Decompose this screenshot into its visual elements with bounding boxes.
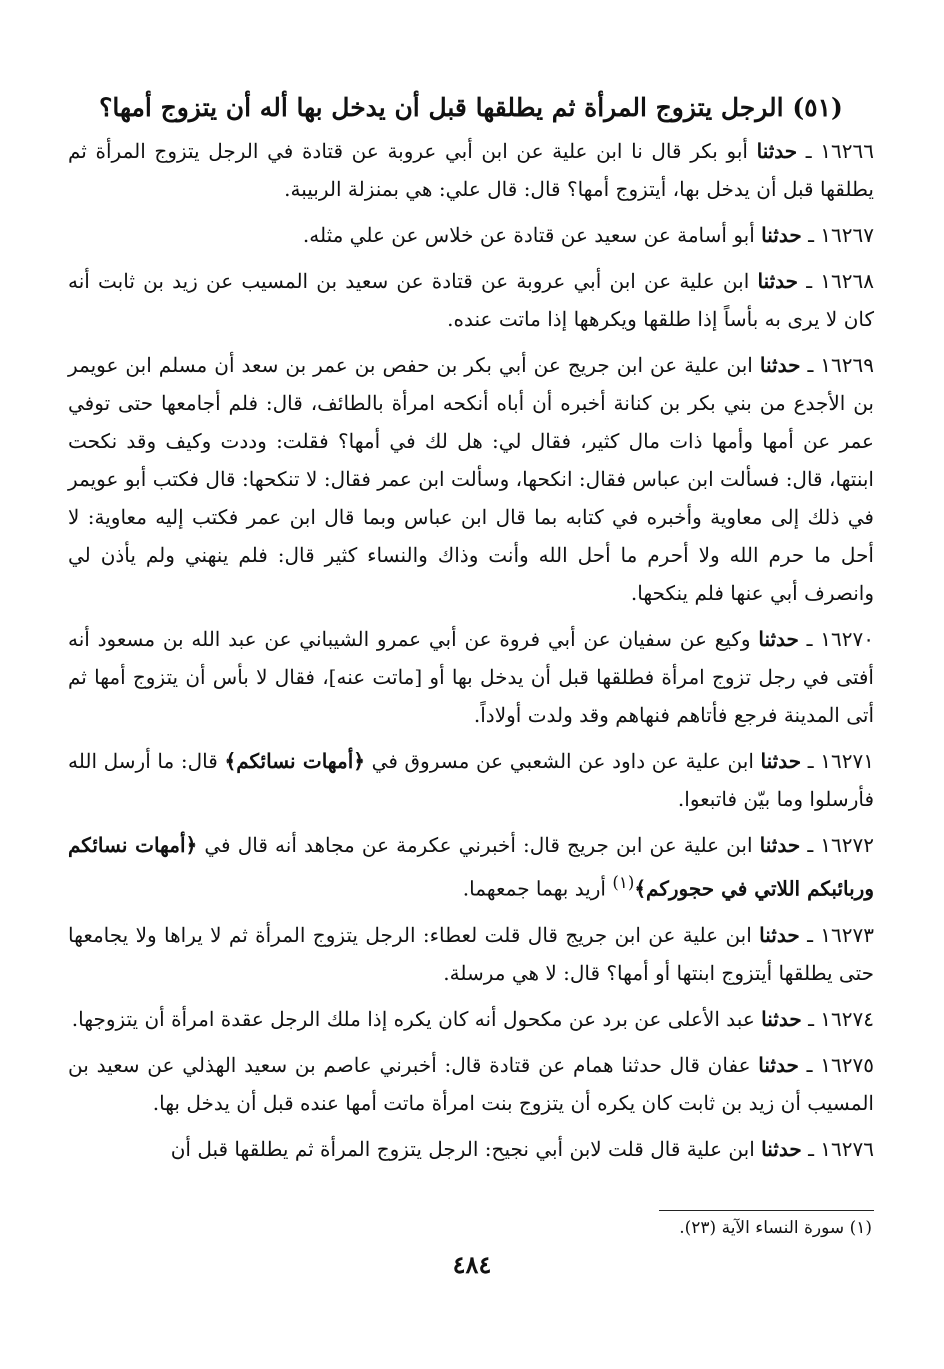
hadith-number: ١٦٢٧٦ ـ [808, 1136, 874, 1161]
hadith-16270 [68, 620, 874, 734]
hadith-16273 [68, 916, 874, 992]
hadith-16272 [68, 826, 874, 908]
hadith-text: ابن علية عن ابن جريج عن أبي بكر بن حفص بن عمر بن سعد أن مسلم ابن عويمر بن الأجدع من بني بكر بن كنانة أخبره أن أباه أنكحه امرأة بالطائف، قال: فلم أجامعها حتى توفي عمر عن أمها وأمها ذات مال كثير، فقال لي: هل لك في أمها؟ فقلت: وددت وكيف وقد نكحت ابنتها، قال: فسألت ابن عباس فقال: انكحها، وسألت ابن عمر فقال: لا تنكحها: قال فكتب أبو عويمر في ذلك إلى معاوية وأخبره في كتابه بما قال ابن عباس وبما قال ابن عمر فكتب إليه معاوية: لا أحل ما حرم الله ولا أحرم ما أحل الله وأنت وذاك والنساء كثير قال: فلم ينهني ولم يأذن لي وانصرف أبي عنها فلم ينكحها. [68, 353, 874, 605]
hadith-16269 [68, 346, 874, 612]
footnote-divider [659, 1210, 874, 1211]
hadith-text: وكيع عن سفيان عن أبي فروة عن أبي عمرو الشيباني عن عبد الله بن مسعود أنه أفتى في رجل تزوج امرأة فطلقها قبل أن يدخل بها أو [ماتت عنه]، فقال لا بأس أن يتزوج أمها ثم أتى المدينة فرجع فأتاهم فنهاهم وقد ولدت أولاداً. [68, 627, 874, 727]
hadith-16268 [68, 262, 874, 338]
hadith-text: ابن علية عن ابن أبي عروبة عن قتادة عن سعيد بن المسيب عن زيد بن ثابت أنه كان لا يرى به بأساً إذا طلقها ويكرهها إذا ماتت عنده. [68, 269, 874, 331]
hadith-16275 [68, 1046, 874, 1122]
hadith-number: ١٦٢٦٨ ـ [806, 269, 875, 293]
footnote-reference: (١) [612, 873, 635, 892]
hadith-lead: حدثنا [760, 749, 802, 773]
hadith-number: ١٦٢٦٩ ـ [807, 353, 875, 377]
quran-quote: ﴿أمهات نسائكم﴾ [224, 749, 365, 773]
hadith-number: ١٦٢٧٥ ـ [806, 1052, 874, 1077]
hadith-number: ١٦٢٦٧ ـ [808, 223, 874, 247]
hadith-16271 [68, 742, 874, 818]
hadith-number: ١٦٢٦٦ ـ [805, 139, 875, 163]
hadith-number: ١٦٢٧٠ ـ [806, 627, 875, 651]
hadith-lead: حدثنا [761, 1136, 802, 1161]
hadith-text-after: أريد بهما جمعهما. [462, 876, 606, 901]
hadith-number: ١٦٢٧٢ ـ [807, 833, 874, 857]
hadith-text: أبو بكر قال نا ابن علية عن ابن أبي عروبة عن قتادة في الرجل يتزوج المرأة ثم يطلقها قبل أن يدخل بها، أيتزوج أمها؟ قال: قال علي: هي بمنزلة الربيبة. [68, 139, 874, 201]
hadith-lead: حدثنا [759, 922, 800, 947]
quran-quote: ﴿أمهات نسائكم وربائبكم اللاتي في حجوركم﴾ [68, 833, 874, 901]
hadith-number: ١٦٢٧٣ ـ [807, 922, 875, 947]
hadith-number: ١٦٢٧١ ـ [807, 749, 874, 773]
hadith-text: أبو أسامة عن سعيد عن قتادة عن خلاس عن علي مثله. [302, 223, 755, 247]
hadith-number: ١٦٢٧٤ ـ [808, 1006, 874, 1031]
hadith-text-after: قال: ما أرسل الله فأرسلوا وما بيّن فاتبعوا. [68, 749, 874, 811]
hadith-lead: حدثنا [761, 223, 802, 247]
hadith-16267 [68, 216, 874, 254]
hadith-16274 [68, 1000, 874, 1038]
hadith-16276 [68, 1130, 874, 1168]
hadith-text: ابن علية عن ابن جريج قال قلت لعطاء: الرجل يتزوج المرأة ثم لا يراها ولا يجامعها حتى يطلقها أيتزوج ابنتها أو أمها؟ قال: لا هي مرسلة. [68, 922, 874, 985]
hadith-16266 [68, 132, 874, 208]
chapter-title: (٥١) الرجل يتزوج المرأة ثم يطلقها قبل أن يدخل بها أله أن يتزوج أمها؟ [99, 93, 843, 122]
hadith-lead: حدثنا [761, 1006, 802, 1031]
hadith-lead: حدثنا [756, 139, 798, 163]
hadith-lead: حدثنا [757, 269, 799, 293]
hadith-text: عفان قال حدثنا همام عن قتادة قال: أخبرني عاصم بن سعيد الهذلي عن سعيد بن المسيب أن زيد بن ثابت كان يكره أن يتزوج بنت امرأة ماتت أمها عنده قبل أن يدخل بها. [68, 1052, 874, 1115]
footnote: (١) سورة النساء الآية (٢٣). [679, 1218, 872, 1238]
hadith-lead: حدثنا [759, 353, 801, 377]
hadith-lead: حدثنا [758, 627, 799, 651]
hadith-text: ابن علية قال قلت لابن أبي نجيح: الرجل يتزوج المرأة ثم يطلقها قبل أن [170, 1136, 755, 1161]
hadith-text-before: ابن علية عن ابن جريج قال: أخبرني عكرمة عن مجاهد أنه قال في [204, 833, 753, 857]
hadith-lead: حدثنا [759, 833, 801, 857]
hadith-text: عبد الأعلى عن برد عن مكحول أنه كان يكره إذا ملك الرجل عقدة امرأة أن يتزوجها. [71, 1006, 755, 1031]
hadith-lead: حدثنا [758, 1052, 799, 1077]
page-number: ٤٨٤ [452, 1250, 492, 1279]
hadith-text-before: ابن علية عن داود عن الشعبي عن مسروق في [371, 749, 754, 773]
